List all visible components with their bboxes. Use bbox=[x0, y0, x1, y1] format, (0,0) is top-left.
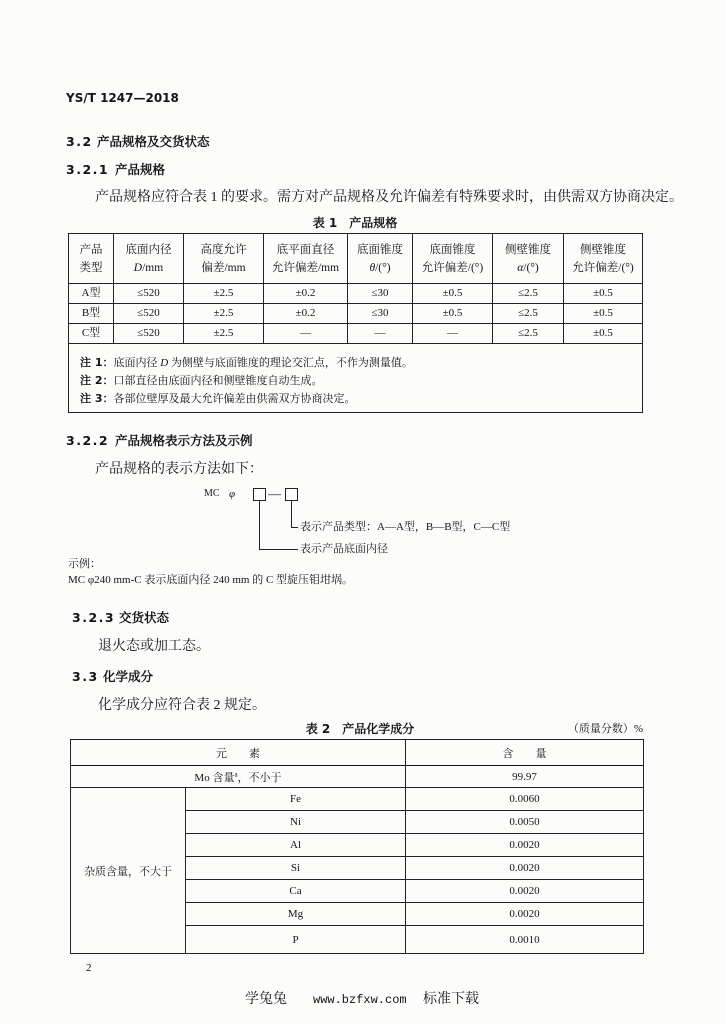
table-cell: ≤30 bbox=[348, 284, 413, 304]
page-number: 2 bbox=[86, 962, 92, 974]
section-number: 3.2.1 bbox=[66, 162, 110, 177]
table-cell: ≤520 bbox=[114, 284, 184, 304]
table-cell: B型 bbox=[69, 304, 114, 324]
header-product-type bbox=[69, 234, 114, 284]
element-content: 0.0020 bbox=[406, 857, 644, 880]
symbol: θ bbox=[369, 261, 376, 274]
element-content: 0.0020 bbox=[406, 880, 644, 903]
chemical-composition-table bbox=[70, 739, 644, 954]
note-2 bbox=[80, 372, 642, 390]
header-line: 底面锥度 bbox=[429, 243, 476, 256]
table-cell: C型 bbox=[69, 324, 114, 344]
unit: /mm bbox=[142, 261, 164, 274]
header-element: 元 素 bbox=[71, 740, 406, 766]
section-title: 交货状态 bbox=[119, 610, 170, 625]
footnote-marker: a bbox=[234, 769, 238, 778]
header-line: 侧壁锥度 bbox=[505, 243, 551, 256]
symbol: D bbox=[160, 357, 169, 369]
header-line: 底面锥度 bbox=[357, 243, 403, 256]
note-label: 注 2： bbox=[80, 374, 114, 387]
header-line: 偏差/mm bbox=[201, 261, 246, 274]
example-text: MC φ240 mm-C 表示底面内径 240 mm 的 C 型旋压钼坩埚。 bbox=[68, 574, 354, 586]
note-1 bbox=[80, 354, 642, 372]
table-cell: ±0.2 bbox=[264, 284, 348, 304]
symbol: α bbox=[517, 261, 524, 274]
section-title: 化学成分 bbox=[103, 669, 154, 684]
header-line: 允许偏差/(°) bbox=[421, 261, 484, 274]
table-cell: ±0.5 bbox=[413, 304, 493, 324]
table-cell: ≤2.5 bbox=[493, 324, 564, 344]
element-content: 0.0020 bbox=[406, 903, 644, 926]
table-cell: A型 bbox=[69, 284, 114, 304]
element-symbol: Si bbox=[186, 857, 406, 880]
table1-caption: 表 1 产品规格 bbox=[312, 216, 398, 230]
molybdenum-row bbox=[71, 766, 644, 788]
table1-row-type-c bbox=[69, 324, 643, 344]
mo-content-label bbox=[71, 766, 406, 788]
table-cell: ±0.5 bbox=[564, 304, 643, 324]
table-cell: ±2.5 bbox=[184, 304, 264, 324]
table2-unit: （质量分数）% bbox=[567, 723, 643, 735]
section-number: 3.2.2 bbox=[66, 433, 110, 448]
type-explanation: 表示产品类型：A—A型，B—B型，C—C型 bbox=[300, 521, 511, 533]
header-bottom-taper bbox=[348, 234, 413, 284]
mo-content-value: 99.97 bbox=[406, 766, 644, 788]
standard-code: YS/T 1247—2018 bbox=[66, 91, 179, 105]
example-label: 示例： bbox=[68, 558, 101, 570]
header-sidewall-taper-tolerance bbox=[564, 234, 643, 284]
header-line: 底平面直径 bbox=[276, 243, 335, 256]
note-label: 注 3： bbox=[80, 392, 114, 405]
element-symbol: Ni bbox=[186, 811, 406, 834]
element-content: 0.0050 bbox=[406, 811, 644, 834]
header-bottom-taper-tolerance bbox=[413, 234, 493, 284]
note-text: 为侧壁与底面锥度的理论交汇点，不作为测量值。 bbox=[168, 357, 413, 369]
unit: /(°) bbox=[523, 261, 539, 274]
impurity-group-label: 杂质含量，不大于 bbox=[71, 788, 186, 954]
table1-notes bbox=[69, 344, 643, 413]
designation-dash: — bbox=[268, 486, 281, 501]
designation-phi-symbol: φ bbox=[229, 488, 236, 500]
table1-notes-row bbox=[69, 344, 643, 413]
header-line: 高度允许 bbox=[200, 243, 247, 256]
unit: /(°) bbox=[375, 261, 391, 274]
header-line: 产品 bbox=[79, 243, 103, 256]
section-title: 产品规格 bbox=[115, 162, 166, 177]
header-line: 底面内径 bbox=[125, 243, 172, 256]
product-spec-table bbox=[68, 233, 643, 413]
header-line: 允许偏差/mm bbox=[271, 261, 340, 274]
table-cell: ±0.5 bbox=[564, 324, 643, 344]
mo-label-text: Mo 含量 bbox=[194, 771, 235, 784]
table-cell: ±0.5 bbox=[564, 284, 643, 304]
section-number: 3.2 bbox=[66, 134, 93, 149]
note-3 bbox=[80, 390, 642, 408]
footer-url[interactable]: www.bzfxw.com bbox=[313, 993, 407, 1007]
table2-header-row bbox=[71, 740, 644, 766]
element-symbol: Fe bbox=[186, 788, 406, 811]
footer-tagline: 标准下载 bbox=[423, 992, 479, 1007]
impurity-row-fe bbox=[71, 788, 644, 811]
note-text: 口部直径由底面内径和侧壁锥度自动生成。 bbox=[113, 375, 323, 387]
table-cell: ≤30 bbox=[348, 304, 413, 324]
table1-row-type-a bbox=[69, 284, 643, 304]
note-text: 底面内径 bbox=[113, 357, 161, 369]
element-symbol: Ca bbox=[186, 880, 406, 903]
table-cell: ≤2.5 bbox=[493, 304, 564, 324]
paragraph: 产品规格应符合表 1 的要求。需方对产品规格及允许偏差有特殊要求时，由供需双方协商决定。 bbox=[95, 190, 683, 205]
header-line: 允许偏差/(°) bbox=[572, 261, 634, 274]
section-number: 3.3 bbox=[72, 669, 99, 684]
header-line bbox=[114, 259, 183, 277]
table-cell: ±2.5 bbox=[184, 284, 264, 304]
header-line bbox=[493, 259, 563, 277]
element-symbol: P bbox=[186, 926, 406, 954]
paragraph: 产品规格的表示方法如下： bbox=[95, 462, 263, 477]
element-content: 0.0020 bbox=[406, 834, 644, 857]
paragraph: 退火态或加工态。 bbox=[98, 639, 210, 654]
note-label: 注 1： bbox=[80, 356, 114, 369]
header-height-tolerance bbox=[184, 234, 264, 284]
header-bottom-plane-diameter-tolerance bbox=[264, 234, 348, 284]
element-symbol: Al bbox=[186, 834, 406, 857]
table2-caption: 表 2 产品化学成分 bbox=[305, 722, 415, 736]
table-cell: ±0.5 bbox=[413, 284, 493, 304]
type-leader-line bbox=[292, 501, 299, 528]
table-cell: ≤520 bbox=[114, 304, 184, 324]
table-cell: ±0.2 bbox=[264, 304, 348, 324]
section-title: 产品规格及交货状态 bbox=[97, 134, 210, 149]
section-number: 3.2.3 bbox=[72, 610, 116, 625]
table-cell: — bbox=[413, 324, 493, 344]
element-content: 0.0010 bbox=[406, 926, 644, 954]
header-bottom-inner-diameter bbox=[114, 234, 184, 284]
header-line: 类型 bbox=[79, 261, 103, 274]
table1-row-type-b bbox=[69, 304, 643, 324]
header-line bbox=[348, 259, 412, 277]
diameter-leader-line bbox=[260, 501, 299, 550]
diameter-explanation: 表示产品底面内径 bbox=[300, 543, 388, 555]
table-cell: ≤520 bbox=[114, 324, 184, 344]
table-cell: ≤2.5 bbox=[493, 284, 564, 304]
paragraph: 化学成分应符合表 2 规定。 bbox=[98, 698, 266, 713]
mo-label-suffix: ，不小于 bbox=[237, 771, 282, 784]
footer-site-name: 学兔兔 bbox=[245, 992, 287, 1007]
section-title: 产品规格表示方法及示例 bbox=[115, 433, 253, 448]
note-text: 各部位壁厚及最大允许偏差由供需双方协商决定。 bbox=[113, 393, 356, 405]
table-cell: — bbox=[348, 324, 413, 344]
header-line: 侧壁锥度 bbox=[580, 243, 626, 256]
designation-prefix: MC bbox=[204, 488, 220, 499]
header-sidewall-taper bbox=[493, 234, 564, 284]
table1-header-row bbox=[69, 234, 643, 284]
symbol: D bbox=[133, 261, 143, 274]
element-symbol: Mg bbox=[186, 903, 406, 926]
element-content: 0.0060 bbox=[406, 788, 644, 811]
table-cell: — bbox=[264, 324, 348, 344]
table-cell: ±2.5 bbox=[184, 324, 264, 344]
header-content: 含 量 bbox=[406, 740, 644, 766]
